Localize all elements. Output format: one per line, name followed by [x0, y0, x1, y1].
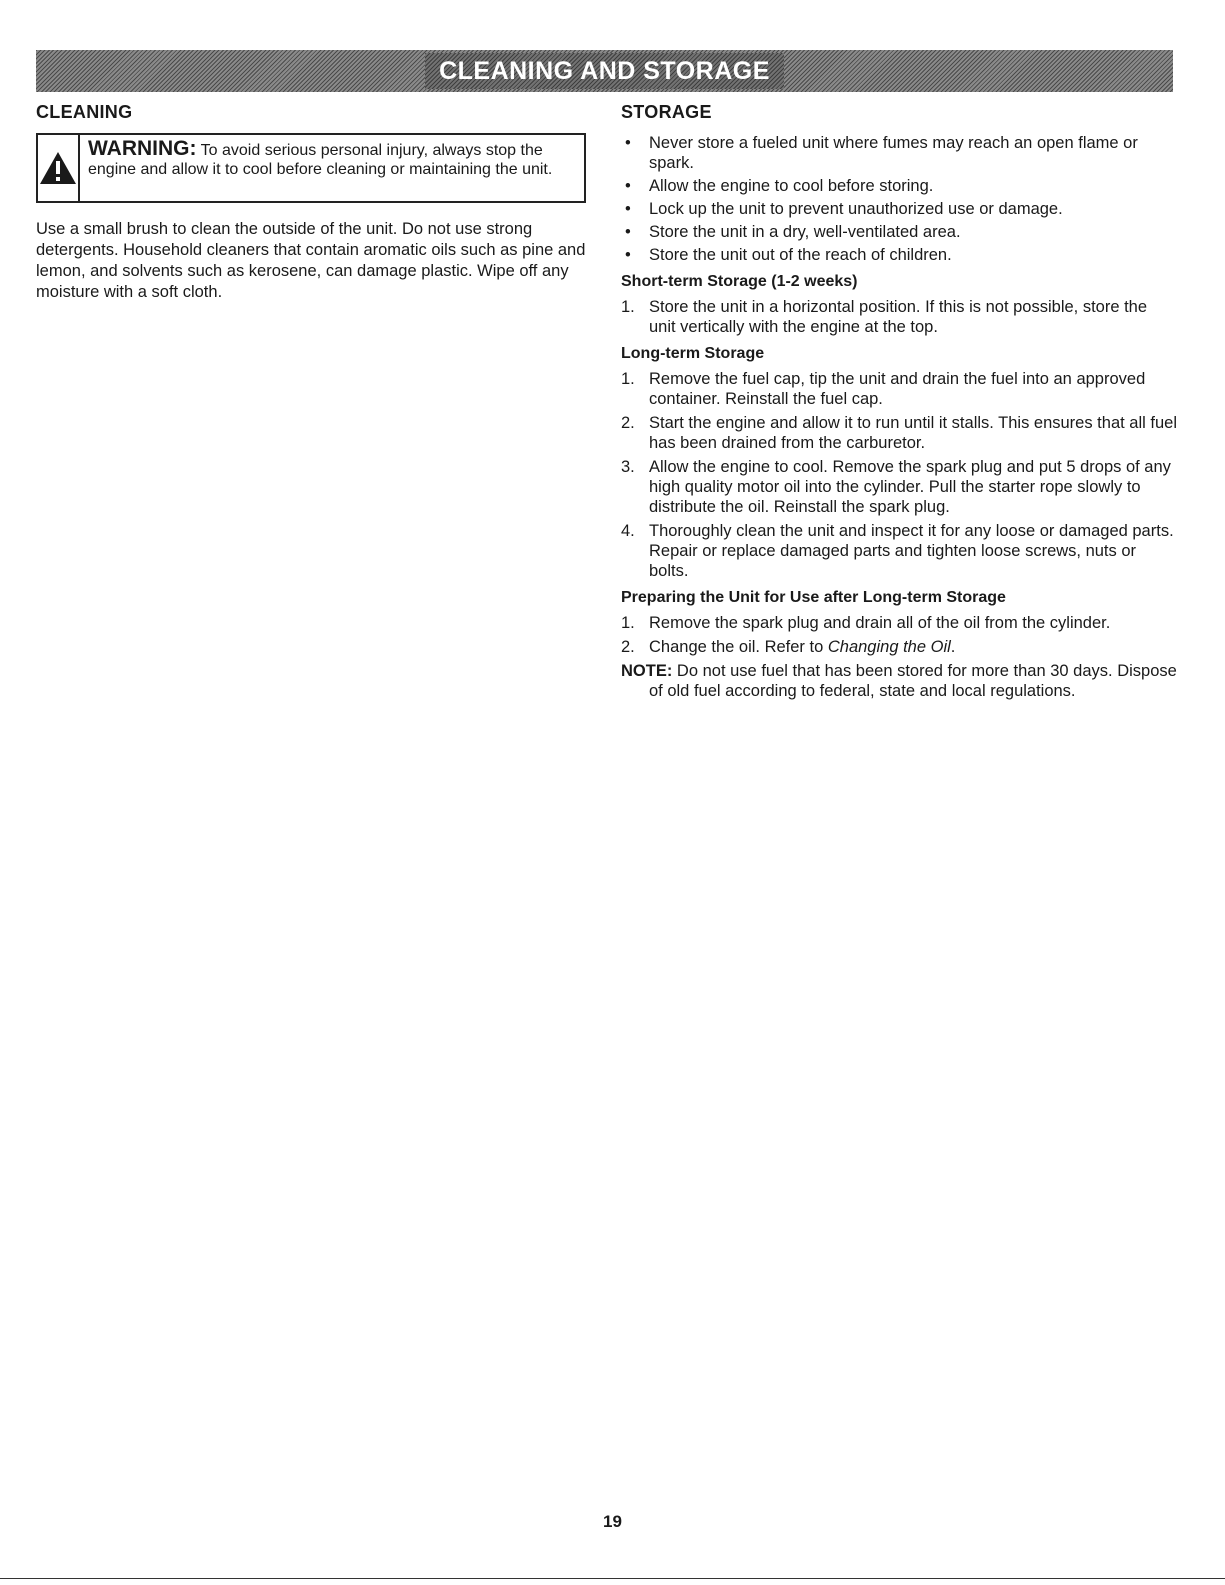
bullet-icon: •	[625, 134, 631, 152]
note-label: NOTE:	[621, 662, 673, 680]
cleaning-column	[36, 102, 592, 303]
cleaning-paragraph: Use a small brush to clean the outside of the unit. Do not use strong detergents. Household cleaners that contain aromatic oils such as pine and lemon, and solvents such as kerosene, can damage plastic. Wipe off any moisture with a soft cloth.	[36, 220, 586, 301]
footer-divider	[0, 1578, 1225, 1579]
cross-reference: Changing the Oil	[827, 638, 951, 656]
warning-icon-cell	[38, 135, 80, 201]
banner-title: CLEANING AND STORAGE	[425, 53, 784, 89]
after-storage-steps	[621, 613, 1177, 657]
list-item: 1. Remove the spark plug and drain all of the oil from the cylinder.	[621, 614, 1111, 632]
storage-note	[621, 661, 1177, 701]
bullet-icon: •	[625, 177, 631, 195]
long-term-heading: Long-term Storage	[621, 345, 765, 362]
storage-column	[621, 102, 1177, 701]
warning-label: WARNING:	[88, 137, 197, 160]
list-item: • Store the unit in a dry, well-ventilated area.	[625, 223, 961, 241]
page-number: 19	[603, 1512, 622, 1531]
bullet-icon: •	[625, 223, 631, 241]
warning-triangle-icon	[38, 150, 78, 186]
list-item: • Store the unit out of the reach of children.	[625, 246, 952, 264]
list-item: • Lock up the unit to prevent unauthorized use or damage.	[625, 200, 1063, 218]
warning-box	[36, 133, 586, 203]
warning-message: To avoid serious personal injury, always stop the engine and allow it to cool before cleaning or maintaining the unit.	[88, 142, 553, 178]
cleaning-heading: CLEANING	[36, 102, 133, 122]
note-text: Do not use fuel that has been stored for more than 30 days. Dispose of old fuel according to federal, state and local regulations.	[649, 662, 1177, 700]
list-item: • Never store a fueled unit where fumes may reach an open flame or spark.	[625, 134, 1138, 172]
after-storage-heading: Preparing the Unit for Use after Long-term Storage	[621, 589, 1006, 606]
long-term-steps	[621, 369, 1177, 581]
list-item: • Allow the engine to cool before storing.	[625, 177, 934, 195]
list-item: 4. Thoroughly clean the unit and inspect it for any loose or damaged parts. Repair or replace damaged parts and tighten loose screws, nuts or bolts.	[621, 522, 1174, 580]
storage-bullet-list	[621, 133, 1177, 265]
short-term-steps	[621, 297, 1177, 337]
list-item: 1. Remove the fuel cap, tip the unit and drain the fuel into an approved container. Reinstall the fuel cap.	[621, 370, 1146, 408]
storage-heading: STORAGE	[621, 102, 712, 122]
warning-text	[80, 135, 584, 201]
list-item: 1. Store the unit in a horizontal position. If this is not possible, store the unit vertically with the engine at the top.	[621, 298, 1148, 336]
list-item: 3. Allow the engine to cool. Remove the spark plug and put 5 drops of any high quality motor oil into the cylinder. Pull the starter rope slowly to distribute the oil. Reinstall the spark plug.	[621, 458, 1171, 516]
bullet-icon: •	[625, 200, 631, 218]
section-banner	[36, 50, 1173, 92]
list-item: 2. Change the oil. Refer to Changing the Oil.	[621, 638, 956, 656]
list-item: 2. Start the engine and allow it to run until it stalls. This ensures that all fuel has been drained from the carburetor.	[621, 414, 1177, 452]
short-term-heading: Short-term Storage (1-2 weeks)	[621, 273, 858, 290]
bullet-icon: •	[625, 246, 631, 264]
